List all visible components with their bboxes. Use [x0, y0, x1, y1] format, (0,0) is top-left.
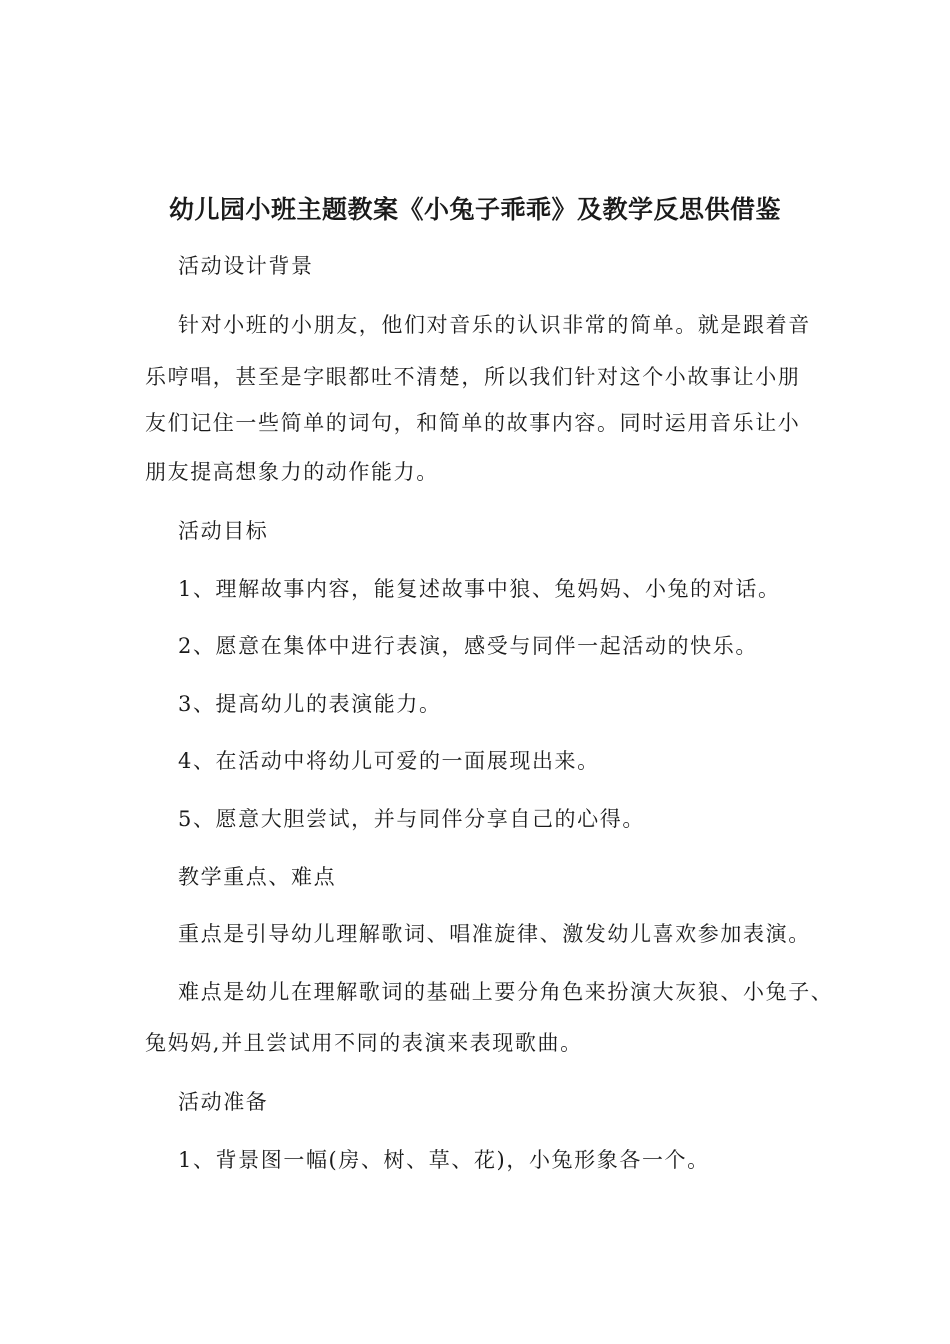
- background-line-2: 乐哼唱，甚至是字眼都吐不清楚，所以我们针对这个小故事让小朋: [145, 365, 801, 389]
- difficulty-line-2: 兔妈妈,并且尝试用不同的表演来表现歌曲。: [145, 1031, 583, 1055]
- goal-item-2: 2、愿意在集体中进行表演，感受与同伴一起活动的快乐。: [178, 634, 758, 658]
- prep-item-1: 1、背景图一幅(房、树、草、花)，小兔形象各一个。: [178, 1148, 710, 1172]
- goal-item-3: 3、提高幼儿的表演能力。: [178, 692, 442, 716]
- key-point-text: 重点是引导幼儿理解歌词、唱准旋律、激发幼儿喜欢参加表演。: [178, 922, 811, 946]
- difficulty-line-1: 难点是幼儿在理解歌词的基础上要分角色来扮演大灰狼、小兔子、: [178, 980, 834, 1004]
- heading-preparation: 活动准备: [178, 1090, 269, 1114]
- heading-key-points: 教学重点、难点: [178, 865, 337, 889]
- background-line-4: 朋友提高想象力的动作能力。: [145, 460, 439, 484]
- goal-item-4: 4、在活动中将幼儿可爱的一面展现出来。: [178, 749, 600, 773]
- heading-goals: 活动目标: [178, 519, 269, 543]
- goal-item-5: 5、愿意大胆尝试，并与同伴分享自己的心得。: [178, 807, 645, 831]
- document-title: 幼儿园小班主题教案《小兔子乖乖》及教学反思供借鉴: [168, 195, 781, 224]
- heading-background: 活动设计背景: [178, 254, 314, 278]
- goal-item-1: 1、理解故事内容，能复述故事中狼、兔妈妈、小兔的对话。: [178, 577, 781, 601]
- background-line-3: 友们记住一些简单的词句，和简单的故事内容。同时运用音乐让小: [145, 411, 801, 435]
- background-line-1: 针对小班的小朋友，他们对音乐的认识非常的简单。就是跟着音: [178, 313, 811, 337]
